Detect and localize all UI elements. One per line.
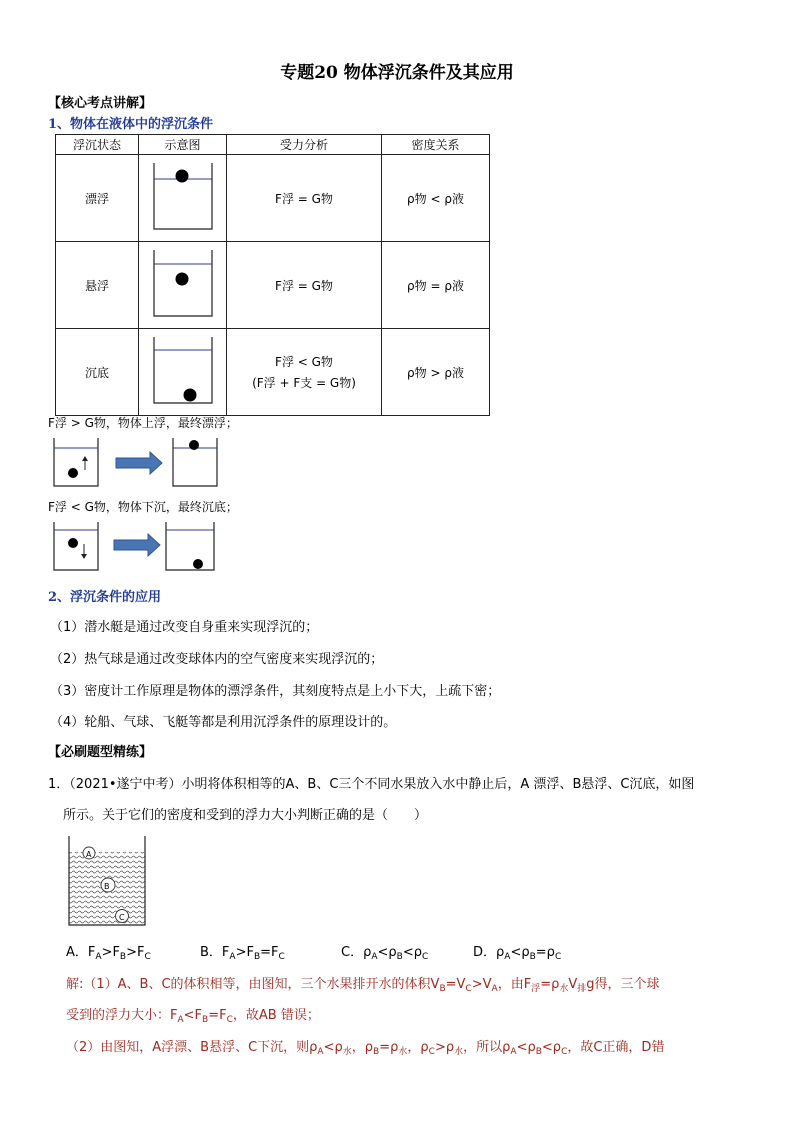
fruit-label-c: C bbox=[119, 913, 125, 922]
question-1-line-2: 所示。关于它们的密度和受到的浮力大小判断正确的是（ ） bbox=[63, 808, 428, 823]
force-cell bbox=[227, 329, 382, 416]
option-a: A．$F_A>F_B>F_C$ bbox=[66, 945, 151, 962]
application-item-2: （2）热气球是通过改变球体内的空气密度来实现浮沉的； bbox=[50, 652, 384, 667]
page-title: 专题20 物体浮沉条件及其应用 bbox=[280, 63, 514, 83]
force-line-2: (F浮 + F支 = G物) bbox=[252, 376, 356, 390]
subsection-2-heading: 2、浮沉条件的应用 bbox=[48, 590, 162, 605]
state-cell: 悬浮 bbox=[56, 242, 139, 329]
force-line-1: F浮 < G物 bbox=[275, 355, 333, 369]
application-item-3: （3）密度计工作原理是物体的漂浮条件，其刻度特点是上小下大，上疏下密； bbox=[50, 684, 501, 699]
fruit-label-a: A bbox=[86, 850, 92, 859]
float-sink-table bbox=[55, 134, 490, 416]
header-diagram: 示意图 bbox=[139, 135, 227, 155]
suspended-beaker-diagram bbox=[139, 242, 226, 325]
question-1-line-1: 1．（2021•遂宁中考）小明将体积相等的A、B、C三个不同水果放入水中静止后，A 漂浮、B悬浮、C沉底，如图 bbox=[48, 777, 695, 792]
solution-line-3: （2）由图知，A浮漂、B悬浮、C下沉，则$\rho_A<\rho_水$，$\rho_B=\rho_水$，$\rho_C>\rho_水$，所以$\rho_A<\rho_B<\rho_C$，故C正确，D错 bbox=[66, 1040, 665, 1057]
sink-condition-text: F浮 < G物，物体下沉，最终沉底； bbox=[48, 500, 238, 514]
rise-condition-text: F浮 > G物，物体上浮，最终漂浮； bbox=[48, 416, 238, 430]
header-density: 密度关系 bbox=[382, 135, 490, 155]
option-d: D．$\rho_A<\rho_B=\rho_C$ bbox=[473, 945, 562, 962]
application-item-4: （4）轮船、气球、飞艇等都是利用沉浮条件的原理设计的。 bbox=[50, 715, 397, 730]
option-c: C．$\rho_A<\rho_B<\rho_C$ bbox=[341, 945, 429, 962]
section-practice-heading: 【必刷题型精练】 bbox=[48, 745, 153, 760]
force-cell: F浮 = G物 bbox=[227, 242, 382, 329]
option-b: B．$F_A>F_B=F_C$ bbox=[200, 945, 285, 962]
header-state: 浮沉状态 bbox=[56, 135, 139, 155]
force-cell: F浮 = G物 bbox=[227, 155, 382, 242]
diagram-cell bbox=[139, 155, 227, 242]
fruit-beaker-figure bbox=[66, 834, 148, 928]
subsection-1-heading: 1、物体在液体中的浮沉条件 bbox=[48, 117, 214, 132]
diagram-cell bbox=[139, 329, 227, 416]
table-row bbox=[56, 155, 490, 242]
density-cell: ρ物 > ρ液 bbox=[382, 329, 490, 416]
sink-process-diagram bbox=[48, 518, 228, 574]
state-cell: 漂浮 bbox=[56, 155, 139, 242]
table-row bbox=[56, 242, 490, 329]
diagram-cell bbox=[139, 242, 227, 329]
floating-beaker-diagram bbox=[139, 155, 226, 238]
section-core-heading: 【核心考点讲解】 bbox=[48, 96, 153, 111]
state-cell: 沉底 bbox=[56, 329, 139, 416]
application-item-1: （1）潜水艇是通过改变自身重来实现浮沉的； bbox=[50, 620, 319, 635]
rise-process-diagram bbox=[48, 434, 228, 490]
fruit-label-b: B bbox=[104, 882, 110, 891]
density-cell: ρ物 = ρ液 bbox=[382, 242, 490, 329]
sinking-beaker-diagram bbox=[139, 329, 226, 412]
solution-line-1: 解:（1）A、B、C的体积相等，由图知，三个水果排开水的体积$V_B=V_C>V_A$，由$F_浮=\rho_水V_排g$得，三个球 bbox=[66, 977, 660, 994]
header-force: 受力分析 bbox=[227, 135, 382, 155]
solution-line-2: 受到的浮力大小：$F_A<F_B=F_C$，故AB 错误； bbox=[66, 1008, 320, 1025]
density-cell: ρ物 < ρ液 bbox=[382, 155, 490, 242]
table-row bbox=[56, 329, 490, 416]
